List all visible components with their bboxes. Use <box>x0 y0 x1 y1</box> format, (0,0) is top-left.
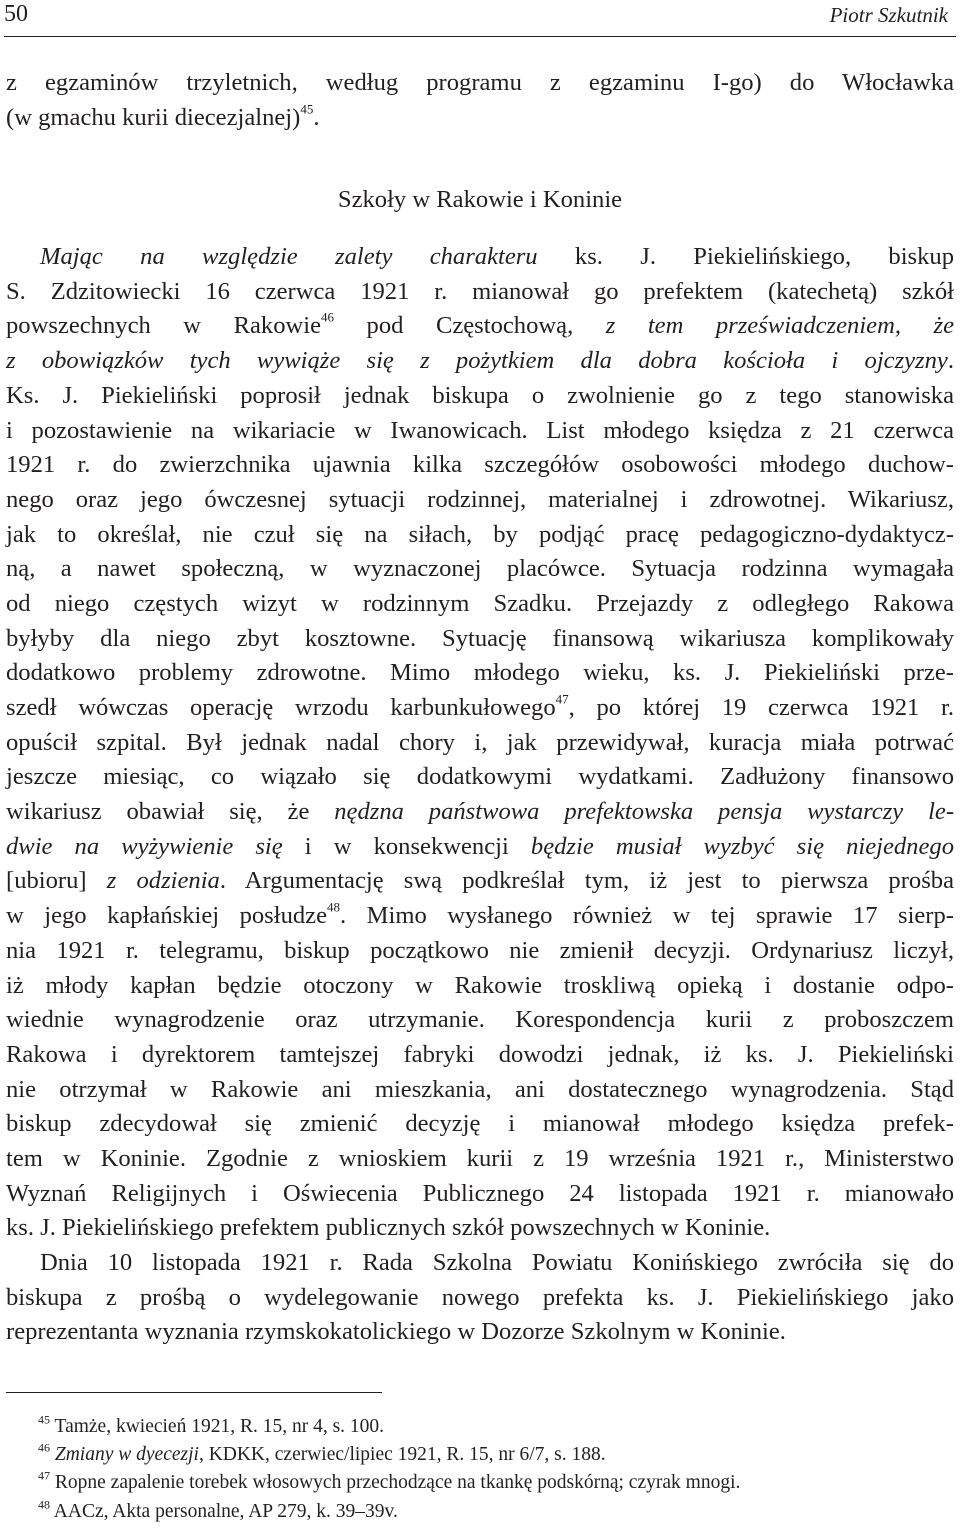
text-line: i pozostawienie na wikariacie w Iwanowicach. List młodego księdza z 21 czerwca <box>6 416 954 444</box>
main-text <box>6 66 954 1350</box>
footnote: $^{47}$ Ropne zapalenie torebek włosowych przechodzące na tkankę podskórną; czyrak mnogi. <box>38 1468 741 1494</box>
footnote: $^{48}$ AACz, Akta personalne, AP 279, k. 39–39v. <box>38 1497 398 1522</box>
footnote: $^{46}$ Zmiany w dyecezji, KDKK, czerwiec/lipiec 1921, R. 15, nr 6/7, s. 188. <box>38 1440 606 1466</box>
text-line: tem w Koninie. Zgodnie z wnioskiem kurii z 19 września 1921 r., Ministerstwo <box>6 1144 954 1172</box>
footnote-number: 46 <box>38 1440 50 1455</box>
footnote-ref: 47 <box>555 691 569 707</box>
text-line: [ubioru] z odzienia. Argumentację swą podkreślał tym, iż jest to pierwsza prośba <box>6 867 954 895</box>
page-header <box>4 0 956 37</box>
text-line: od niego częstych wizyt w rodzinnym Szadku. Przejazdy z odległego Rakowa <box>6 589 954 617</box>
footnote-ref: 48 <box>327 899 340 915</box>
text-line: dwie na wyżywienie się i w konsekwencji będzie musiał wyzbyć się niejednego <box>6 832 954 860</box>
text-line: szedł wówczas operację wrzodu karbunkułowego$^{47}$, po której 19 czerwca 1921 r. <box>6 691 954 721</box>
text-line: z obowiązków tych wywiąże się z pożytkiem dla dobra kościoła i ojczyzny. <box>6 347 954 375</box>
text-line: reprezentanta wyznania rzymskokatolickiego w Dozorze Szkolnym w Koninie. <box>6 1318 786 1346</box>
text-line: jeszcze miesiąc, co wiązało się dodatkowymi wydatkami. Zadłużony finansowo <box>6 763 954 791</box>
text-line: dodatkowo problemy zdrowotne. Mimo młodego wieku, ks. J. Piekieliński prze- <box>6 659 954 687</box>
footnote: $^{45}$ Tamże, kwiecień 1921, R. 15, nr 4, s. 100. <box>38 1412 385 1437</box>
text-line: nego oraz jego ówczesnej sytuacji rodzinnej, materialnej i zdrowotnej. Wikariusz, <box>6 485 954 513</box>
text-line: Wyznań Religijnych i Oświecenia Publicznego 24 listopada 1921 r. mianowało <box>6 1179 954 1207</box>
text-line: Rakowa i dyrektorem tamtejszej fabryki dowodzi jednak, iż ks. J. Piekieliński <box>6 1040 954 1068</box>
footnote-number: 48 <box>38 1497 50 1512</box>
text-line: ks. J. Piekielińskiego prefektem publicznych szkół powszechnych w Koninie. <box>6 1214 771 1242</box>
text-line: 1921 r. do zwierzchnika ujawnia kilka szczegółów osobowości młodego duchow- <box>6 451 954 479</box>
text-line: biskup zdecydował się zmienić decyzję i mianował młodego księdza prefek- <box>6 1110 954 1138</box>
text-line: w jego kapłańskiej posłudze$^{48}$. Mimo wysłanego również w tej sprawie 17 sierp- <box>6 899 954 930</box>
text-line: opuścił szpital. Był jednak nadal chory i, jak przewidywał, kuracja miała potrwać <box>6 728 954 756</box>
text-line: nie otrzymał w Rakowie ani mieszkania, ani dostatecznego wynagrodzenia. Stąd <box>6 1075 954 1103</box>
text-line: (w gmachu kurii diecezjalnej)$^{45}$. <box>6 101 320 131</box>
footnotes <box>6 1413 954 1526</box>
page-number: 50 <box>4 1 28 27</box>
text-line: Mając na względzie zalety charakteru ks. J. Piekielińskiego, biskup <box>40 243 954 271</box>
text-line: ną, a nawet społeczną, w wyznaczonej placówce. Sytuacja rodzinna wymagała <box>6 555 954 583</box>
text-line: Dnia 10 listopada 1921 r. Rada Szkolna Powiatu Konińskiego zwróciła się do <box>40 1249 954 1276</box>
footnote-separator <box>6 1392 382 1393</box>
text-line: Ks. J. Piekieliński poprosił jednak biskupa o zwolnienie go z tego stanowiska <box>6 381 954 409</box>
text-line: powszechnych w Rakowie$^{46}$ pod Częstochową, z tem przeświadczeniem, że <box>6 309 954 340</box>
footnote-number: 47 <box>38 1468 50 1483</box>
text-line: wiednie wynagrodzenie oraz utrzymanie. Korespondencja kurii z proboszczem <box>6 1006 954 1034</box>
section-heading: Szkoły w Rakowie i Koninie <box>337 186 623 214</box>
text-line: biskupa z prośbą o wydelegowanie nowego prefekta ks. J. Piekielińskiego jako <box>6 1283 954 1311</box>
running-head: Piotr Szkutnik <box>829 3 948 27</box>
text-line: nia 1921 r. telegramu, biskup początkowo nie zmienił decyzji. Ordynariusz liczył, <box>6 936 954 964</box>
text-line: iż młody kapłan będzie otoczony w Rakowie troskliwą opieką i dostanie odpo- <box>6 971 954 999</box>
text-line: z egzaminów trzyletnich, według programu z egzaminu I-go) do Włocławka <box>6 69 954 96</box>
text-line: S. Zdzitowiecki 16 czerwca 1921 r. mianował go prefektem (katechetą) szkół <box>6 277 954 305</box>
text-line: wikariusz obawiał się, że nędzna państwowa prefektowska pensja wystarczy le- <box>6 798 955 826</box>
footnote-number: 45 <box>38 1412 50 1427</box>
text-line: jak to określał, nie czuł się na siłach, by podjąć pracę pedagogiczno-dydaktycz- <box>6 520 954 548</box>
footnote-ref: 46 <box>321 309 335 325</box>
text-line: byłyby dla niego zbyt kosztowne. Sytuację finansową wikariusza komplikowały <box>6 624 954 652</box>
footnote-ref: 45 <box>300 101 314 116</box>
